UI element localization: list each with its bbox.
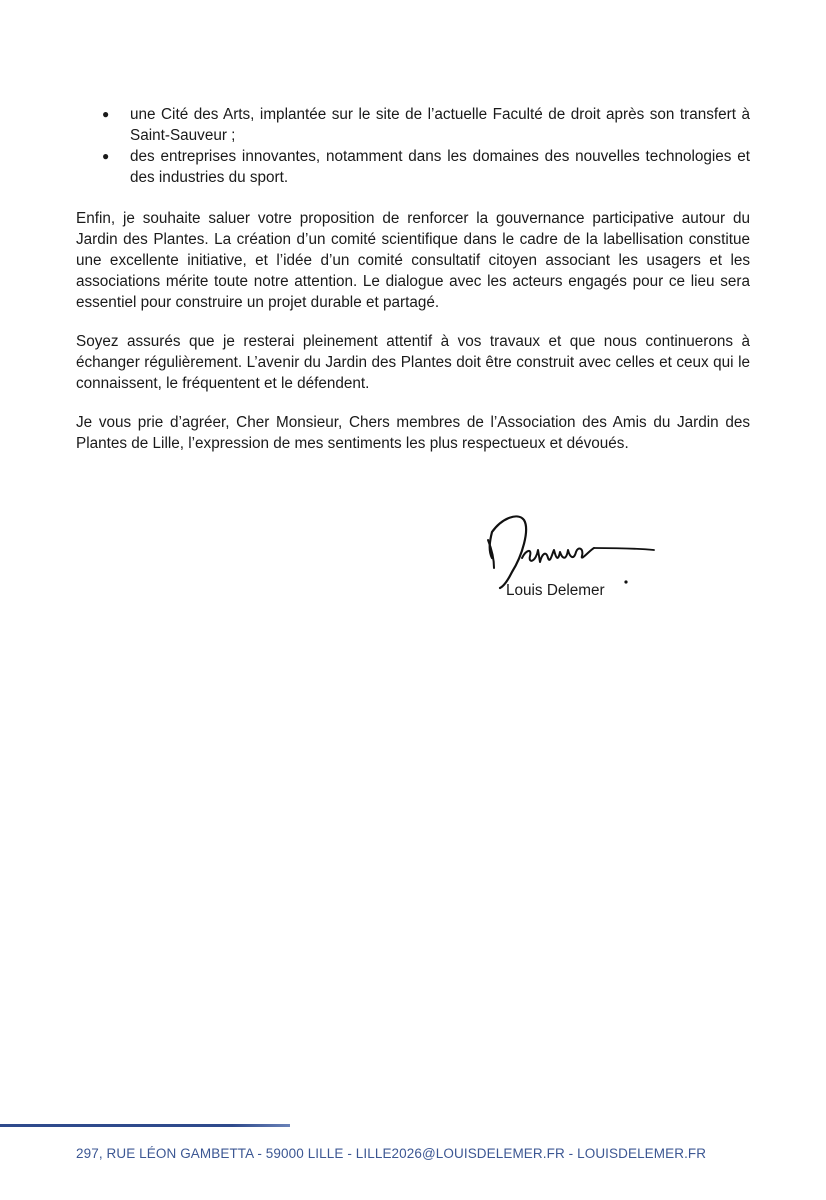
- paragraph-commitment: Soyez assurés que je resterai pleinement attentif à vos travaux et que nous continuerons à échanger régulièrement. L’avenir du Jardin des Plantes doit être construit avec celles et ceux qui le connaissent, le fréquentent et le défendent.: [76, 333, 750, 392]
- bullet-icon: ●: [102, 149, 110, 163]
- bullet-icon: ●: [102, 107, 110, 121]
- bullet-text: une Cité des Arts, implantée sur le site de l’actuelle Faculté de droit après son transfert à Saint-Sauveur ;: [130, 106, 750, 144]
- list-item: [76, 146, 750, 188]
- bullet-text: des entreprises innovantes, notamment dans les domaines des nouvelles technologies et des industries du sport.: [130, 148, 750, 186]
- footer-divider: [0, 1124, 290, 1127]
- paragraph-governance: Enfin, je souhaite saluer votre proposition de renforcer la gouvernance participative autour du Jardin des Plantes. La création d’un comité scientifique dans le cadre de la labellisation constitue une excellente initiative, et l’idée d’un comité consultatif citoyen associant les usagers et les associations mérite toute notre attention. Le dialogue avec les acteurs engagés pour ce lieu sera essentiel pour construire un projet durable et partagé.: [76, 210, 750, 311]
- list-item: [76, 104, 750, 146]
- bullet-list: [76, 104, 750, 188]
- letter-body: [76, 104, 750, 454]
- signer-name: Louis Delemer: [506, 582, 605, 599]
- signature-block: [482, 510, 662, 605]
- footer-address: 297, RUE LÉON GAMBETTA - 59000 LILLE - LILLE2026@LOUISDELEMER.FR - LOUISDELEMER.FR: [76, 1146, 707, 1161]
- handwritten-signature: [482, 510, 662, 590]
- paragraph-closing: Je vous prie d’agréer, Cher Monsieur, Chers membres de l’Association des Amis du Jardin des Plantes de Lille, l’expression de mes sentiments les plus respectueux et dévoués.: [76, 414, 750, 452]
